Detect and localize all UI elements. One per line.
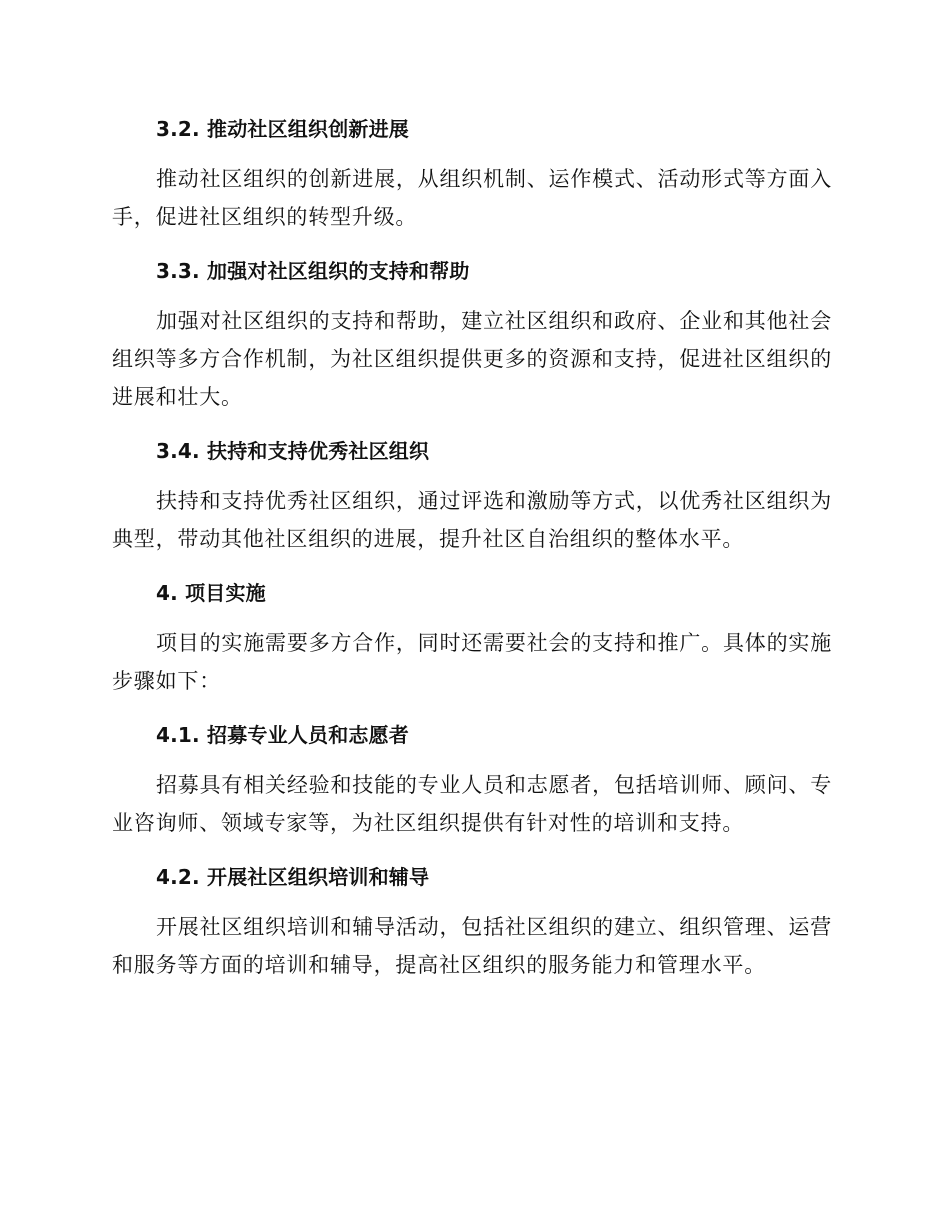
section-paragraph: 推动社区组织的创新进展，从组织机制、运作模式、活动形式等方面入手，促进社区组织的转型升级。 — [112, 167, 832, 229]
section-heading: 3.3. 加强对社区组织的支持和帮助 — [156, 259, 470, 283]
section-paragraph: 项目的实施需要多方合作，同时还需要社会的支持和推广。具体的实施步骤如下： — [112, 631, 832, 693]
section-paragraph: 加强对社区组织的支持和帮助，建立社区组织和政府、企业和其他社会组织等多方合作机制，为社区组织提供更多的资源和支持，促进社区组织的进展和壮大。 — [112, 309, 832, 409]
section-paragraph: 扶持和支持优秀社区组织，通过评选和激励等方式，以优秀社区组织为典型，带动其他社区组织的进展，提升社区自治组织的整体水平。 — [112, 489, 832, 551]
section-heading: 4.1. 招募专业人员和志愿者 — [156, 723, 409, 747]
section-heading: 3.4. 扶持和支持优秀社区组织 — [156, 439, 430, 463]
section-heading: 3.2. 推动社区组织创新进展 — [156, 117, 409, 141]
section-paragraph: 开展社区组织培训和辅导活动，包括社区组织的建立、组织管理、运营和服务等方面的培训和辅导，提高社区组织的服务能力和管理水平。 — [112, 915, 832, 977]
document-content — [112, 112, 832, 1002]
section-heading: 4.2. 开展社区组织培训和辅导 — [156, 865, 430, 889]
section-heading: 4. 项目实施 — [156, 581, 266, 605]
section-paragraph: 招募具有相关经验和技能的专业人员和志愿者，包括培训师、顾问、专业咨询师、领域专家等，为社区组织提供有针对性的培训和支持。 — [112, 773, 832, 835]
